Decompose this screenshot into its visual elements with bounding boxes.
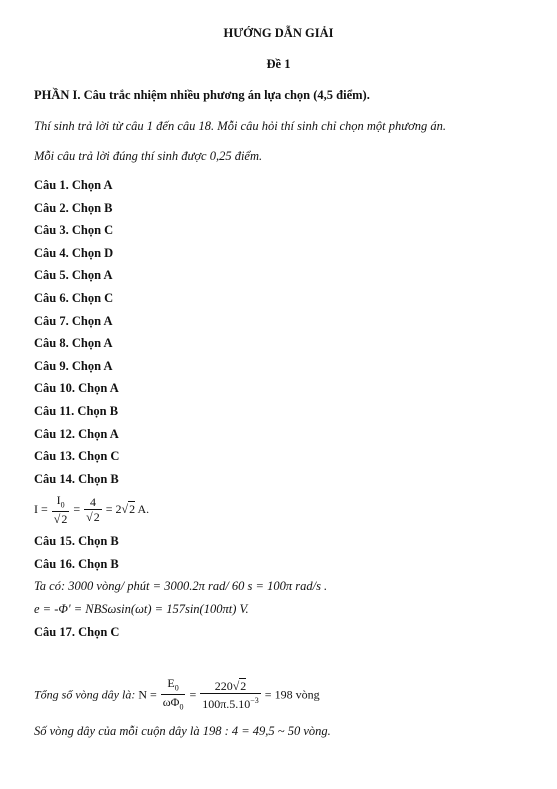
formula-current: I = $\frac{I_0}{√2}$ = $\frac{4}{√2}$ = 2√2 A. xyxy=(34,493,150,527)
fraction-numeric: $\frac{220√2}{100\pi.5.10^{-3}}$ xyxy=(202,679,259,712)
answer-item: Câu 14. Chọn B xyxy=(34,472,119,486)
answer-item: Câu 4. Chọn D xyxy=(34,246,114,260)
section-heading: PHẦN I. Câu trắc nhiệm nhiều phương án lựa chọn (4,5 điểm). xyxy=(34,88,370,102)
answer-item: Câu 7. Chọn A xyxy=(34,314,113,328)
fraction-e0-over-omega-phi0: $\frac{E_0}{\omega\Phi_0}$ xyxy=(162,676,184,712)
answer-item: Câu 11. Chọn B xyxy=(34,404,119,418)
instruction-line-1: Thí sinh trả lời từ câu 1 đến câu 18. Mỗi câu hỏi thí sinh chỉ chọn một phương án. xyxy=(34,119,447,133)
answer-item: Câu 10. Chọn A xyxy=(34,381,119,395)
solution-line-1: Ta có: 3000 vòng/ phút = 3000.2π rad/ 60 s = 100π rad/s . xyxy=(34,579,328,593)
answer-item: Câu 6. Chọn C xyxy=(34,291,114,305)
answer-item: Câu 3. Chọn C xyxy=(34,223,114,237)
answer-item: Câu 8. Chọn A xyxy=(34,336,113,350)
exam-subtitle: Đề 1 xyxy=(266,57,291,71)
solution-line-2: e = -Φ' = NBSωsin(ωt) = 157sin(100πt) V. xyxy=(34,602,249,616)
final-line: Số vòng dây của mỗi cuộn dây là 198 : 4 = 49,5 ~ 50 vòng. xyxy=(34,724,331,738)
answer-item: Câu 1. Chọn A xyxy=(34,178,113,192)
instruction-line-2: Mỗi câu trả lời đúng thí sinh được 0,25 điểm. xyxy=(34,149,263,163)
formula-turns: Tổng số vòng dây là: N = $\frac{E_0}{\omega\Phi_0}$ = $\frac{220√2}{100\pi.5.10^{-3}}$ = 198 vòng xyxy=(34,677,320,715)
answer-item: Câu 12. Chọn A xyxy=(34,427,119,441)
answer-item: Câu 15. Chọn B xyxy=(34,534,119,548)
answer-item: Câu 9. Chọn A xyxy=(34,359,113,373)
fraction-i0-over-root2: $\frac{I_0}{√2}$ xyxy=(53,493,68,527)
answer-item: Câu 16. Chọn B xyxy=(34,557,119,571)
answer-item: Câu 2. Chọn B xyxy=(34,201,113,215)
answer-item: Câu 13. Chọn C xyxy=(34,449,120,463)
page-title: HƯỚNG DẪN GIẢI xyxy=(223,26,334,40)
answer-item: Câu 17. Chọn C xyxy=(34,625,120,639)
answer-item: Câu 5. Chọn A xyxy=(34,268,113,282)
fraction-4-over-root2: $\frac{4}{√2}$ xyxy=(86,495,100,525)
